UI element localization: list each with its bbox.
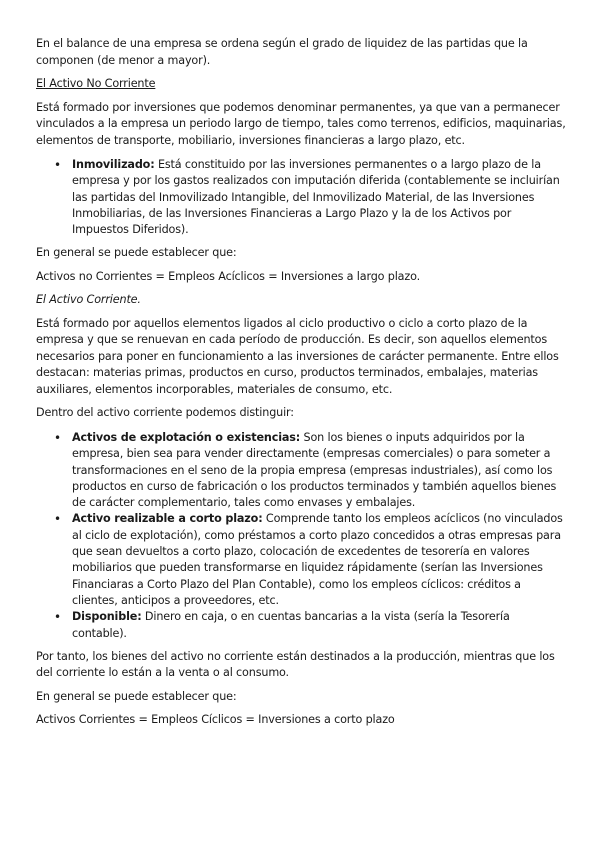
non-current-paragraph: Está formado por inversiones que podemos denominar permanentes, ya que van a permanecer vinculados a la empresa un periodo largo de tiempo, tales como terrenos, edificios, maquinarias, elementos de transporte, mobiliario, inversiones financieras a largo plazo, etc. (36, 100, 566, 147)
intro-paragraph: En el balance de una empresa se ordena según el grado de liquidez de las partidas que la componen (de menor a mayor). (36, 37, 528, 67)
current-intro: Dentro del activo corriente podemos distinguir: (36, 406, 294, 420)
current-list (36, 430, 567, 642)
general-statement-2: En general se puede establecer que: (36, 689, 237, 703)
list-item (72, 430, 567, 511)
list-item-term: Activos de explotación o existencias: (72, 430, 301, 444)
list-item-term: Activo realizable a corto plazo: (72, 512, 263, 526)
list-item-term: Disponible: (72, 610, 142, 624)
list-item-term: Inmovilizado: (72, 158, 155, 171)
formula-non-current: Activos no Corrientes = Empleos Acíclicos = Inversiones a largo plazo. (36, 269, 421, 283)
non-current-heading: El Activo No Corriente (36, 77, 156, 90)
list-item-text: Dinero en caja, o en cuentas bancarias a la vista (sería la Tesorería contable). (72, 610, 510, 640)
list-item (72, 511, 567, 609)
list-item-text: Comprende tanto los empleos acíclicos (no vinculados al ciclo de explotación), como préstamos a corto plazo concedidos a otras empresas para que sean devueltos a corto plazo, colocación de excedentes de tesorería en valores mobiliarios que pueden transformarse en liquidez rápidamente (serían las Inversiones Financiaras a Corto Plazo del Plan Contable), como los empleos cíclicos: créditos a clientes, anticipos a proveedores, etc. (72, 512, 563, 607)
list-item-text: Está constituido por las inversiones permanentes o a largo plazo de la empresa y por los gastos realizados con imputación diferida (contablemente se incluirían las partidas del Inmovilizado Intangible, del Inmovilizado Material, de las Inversiones Inmobiliarias, de las Inversiones Financieras a Largo Plazo y la de los Activos por Impuestos Diferidos). (72, 158, 560, 237)
current-paragraph: Está formado por aquellos elementos ligados al ciclo productivo o ciclo a corto plazo de la empresa y que se renuevan en cada período de producción. Es decir, son aquellos elementos necesarios para poner en funcionamiento a las inversiones de carácter permanente. Entre ellos destacan: materias primas, productos en curso, productos terminados, embalajes, materias auxiliares, elementos incorporables, materiales de consumo, etc. (36, 316, 559, 396)
current-heading: El Activo Corriente. (36, 293, 141, 307)
list-item (72, 609, 567, 642)
conclusion-paragraph: Por tanto, los bienes del activo no corriente están destinados a la producción, mientras que los del corriente lo están a la venta o al consumo. (36, 649, 555, 680)
formula-current: Activos Corrientes = Empleos Cíclicos = Inversiones a corto plazo (36, 713, 395, 727)
general-statement-1: En general se puede establecer que: (36, 246, 237, 260)
list-item-text: Son los bienes o inputs adquiridos por la empresa, bien sea para vender directamente (empresas comerciales) o para someter a transformaciones en el seno de la propia empresa (empresas industriales), así como los productos en curso de fabricación o los productos terminados y también aquellos bienes de carácter complementario, tales como envases y embalajes. (72, 430, 557, 510)
non-current-list (36, 157, 567, 238)
list-item (72, 157, 567, 238)
